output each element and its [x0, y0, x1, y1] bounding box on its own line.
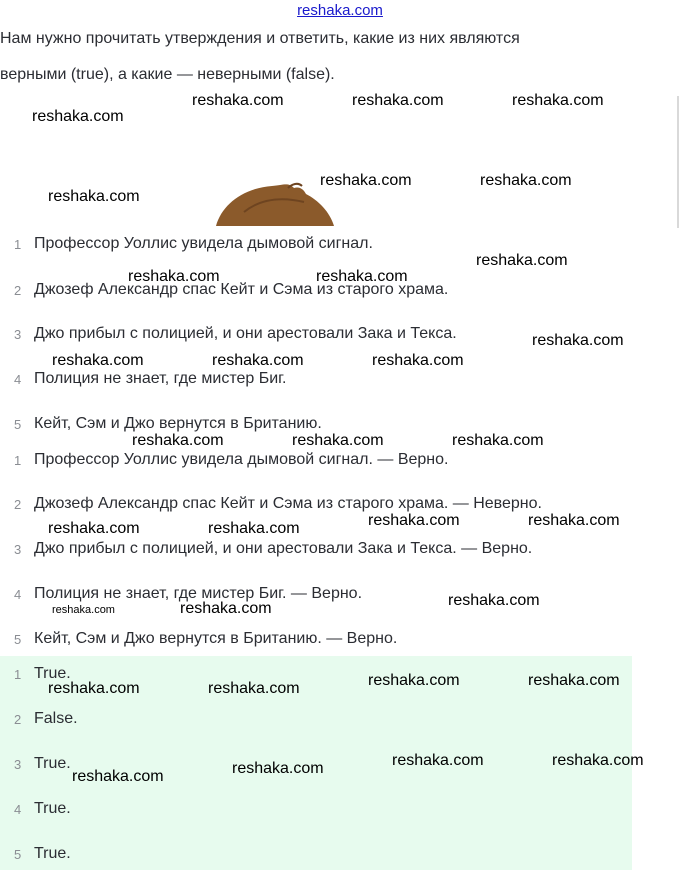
item-text: True. [34, 845, 71, 862]
watermark: reshaka.com [392, 752, 484, 769]
watermark: reshaka.com [52, 604, 115, 616]
watermark: reshaka.com [180, 600, 272, 617]
watermark: reshaka.com [452, 432, 544, 449]
watermark: reshaka.com [476, 252, 568, 269]
watermark: reshaka.com [480, 172, 572, 189]
watermark: reshaka.com [208, 680, 300, 697]
item-number: 4 [14, 801, 22, 817]
watermark: reshaka.com [128, 268, 220, 285]
item-number: 5 [14, 846, 22, 862]
item-number: 2 [14, 282, 22, 298]
scrollbar[interactable] [677, 96, 679, 228]
item-text: True. [34, 800, 71, 817]
item-text: True. [34, 665, 71, 682]
item-number: 2 [14, 711, 22, 727]
item-number: 3 [14, 756, 22, 772]
watermark: reshaka.com [320, 172, 412, 189]
watermark: reshaka.com [208, 520, 300, 537]
item-text: Джо прибыл с полицией, и они арестовали Зака и Текса. — Верно. [34, 540, 533, 557]
item-text: Кейт, Сэм и Джо вернутся в Британию. — Верно. [34, 630, 398, 647]
watermark: reshaka.com [352, 92, 444, 109]
evaluation-item [0, 448, 448, 472]
watermark: reshaka.com [132, 432, 224, 449]
watermark: reshaka.com [368, 672, 460, 689]
watermark: reshaka.com [528, 512, 620, 529]
item-number: 3 [14, 541, 22, 557]
item-number: 1 [14, 452, 22, 468]
statement-item [0, 367, 286, 391]
item-number: 3 [14, 326, 22, 342]
watermark: reshaka.com [72, 768, 164, 785]
item-number: 1 [14, 236, 22, 252]
answer-item [0, 842, 71, 866]
watermark: reshaka.com [52, 352, 144, 369]
item-text: Джозеф Александр спас Кейт и Сэма из старого храма. — Неверно. [34, 495, 542, 512]
item-number: 5 [14, 416, 22, 432]
watermark: reshaka.com [32, 108, 124, 125]
answer-item [0, 752, 71, 776]
item-text: False. [34, 710, 78, 727]
item-text: Кейт, Сэм и Джо вернутся в Британию. [34, 415, 322, 432]
evaluation-item [0, 537, 532, 561]
item-text: Профессор Уоллис увидела дымовой сигнал. — Верно. [34, 451, 449, 468]
watermark: reshaka.com [48, 680, 140, 697]
intro-text-line-2: верными (true), а какие — неверными (false). [0, 66, 335, 83]
item-text: True. [34, 755, 71, 772]
watermark: reshaka.com [192, 92, 284, 109]
watermark: reshaka.com [448, 592, 540, 609]
watermark: reshaka.com [232, 760, 324, 777]
watermark: reshaka.com [212, 352, 304, 369]
item-text: Джо прибыл с полицией, и они арестовали Зака и Текса. [34, 325, 457, 342]
item-text: Профессор Уоллис увидела дымовой сигнал. [34, 235, 373, 252]
watermark: reshaka.com [372, 352, 464, 369]
header-link[interactable]: reshaka.com [297, 2, 383, 19]
evaluation-item [0, 627, 397, 651]
evaluation-item [0, 492, 542, 516]
item-number: 4 [14, 371, 22, 387]
item-text: Полиция не знает, где мистер Биг. — Верно. [34, 585, 363, 602]
answer-item [0, 797, 71, 821]
watermark: reshaka.com [292, 432, 384, 449]
item-text: Полиция не знает, где мистер Биг. [34, 370, 287, 387]
answer-item [0, 707, 78, 731]
intro-text-line-1: Нам нужно прочитать утверждения и ответить, какие из них являются [0, 30, 520, 47]
watermark: reshaka.com [532, 332, 624, 349]
watermark: reshaka.com [512, 92, 604, 109]
watermark: reshaka.com [528, 672, 620, 689]
watermark: reshaka.com [48, 188, 140, 205]
item-number: 5 [14, 631, 22, 647]
item-number: 2 [14, 496, 22, 512]
watermark: reshaka.com [552, 752, 644, 769]
statement-item [0, 232, 373, 256]
statement-item [0, 322, 457, 346]
item-number: 4 [14, 586, 22, 602]
item-number: 1 [14, 666, 22, 682]
item-text: Джозеф Александр спас Кейт и Сэма из старого храма. [34, 281, 449, 298]
watermark: reshaka.com [316, 268, 408, 285]
watermark: reshaka.com [368, 512, 460, 529]
watermark: reshaka.com [48, 520, 140, 537]
